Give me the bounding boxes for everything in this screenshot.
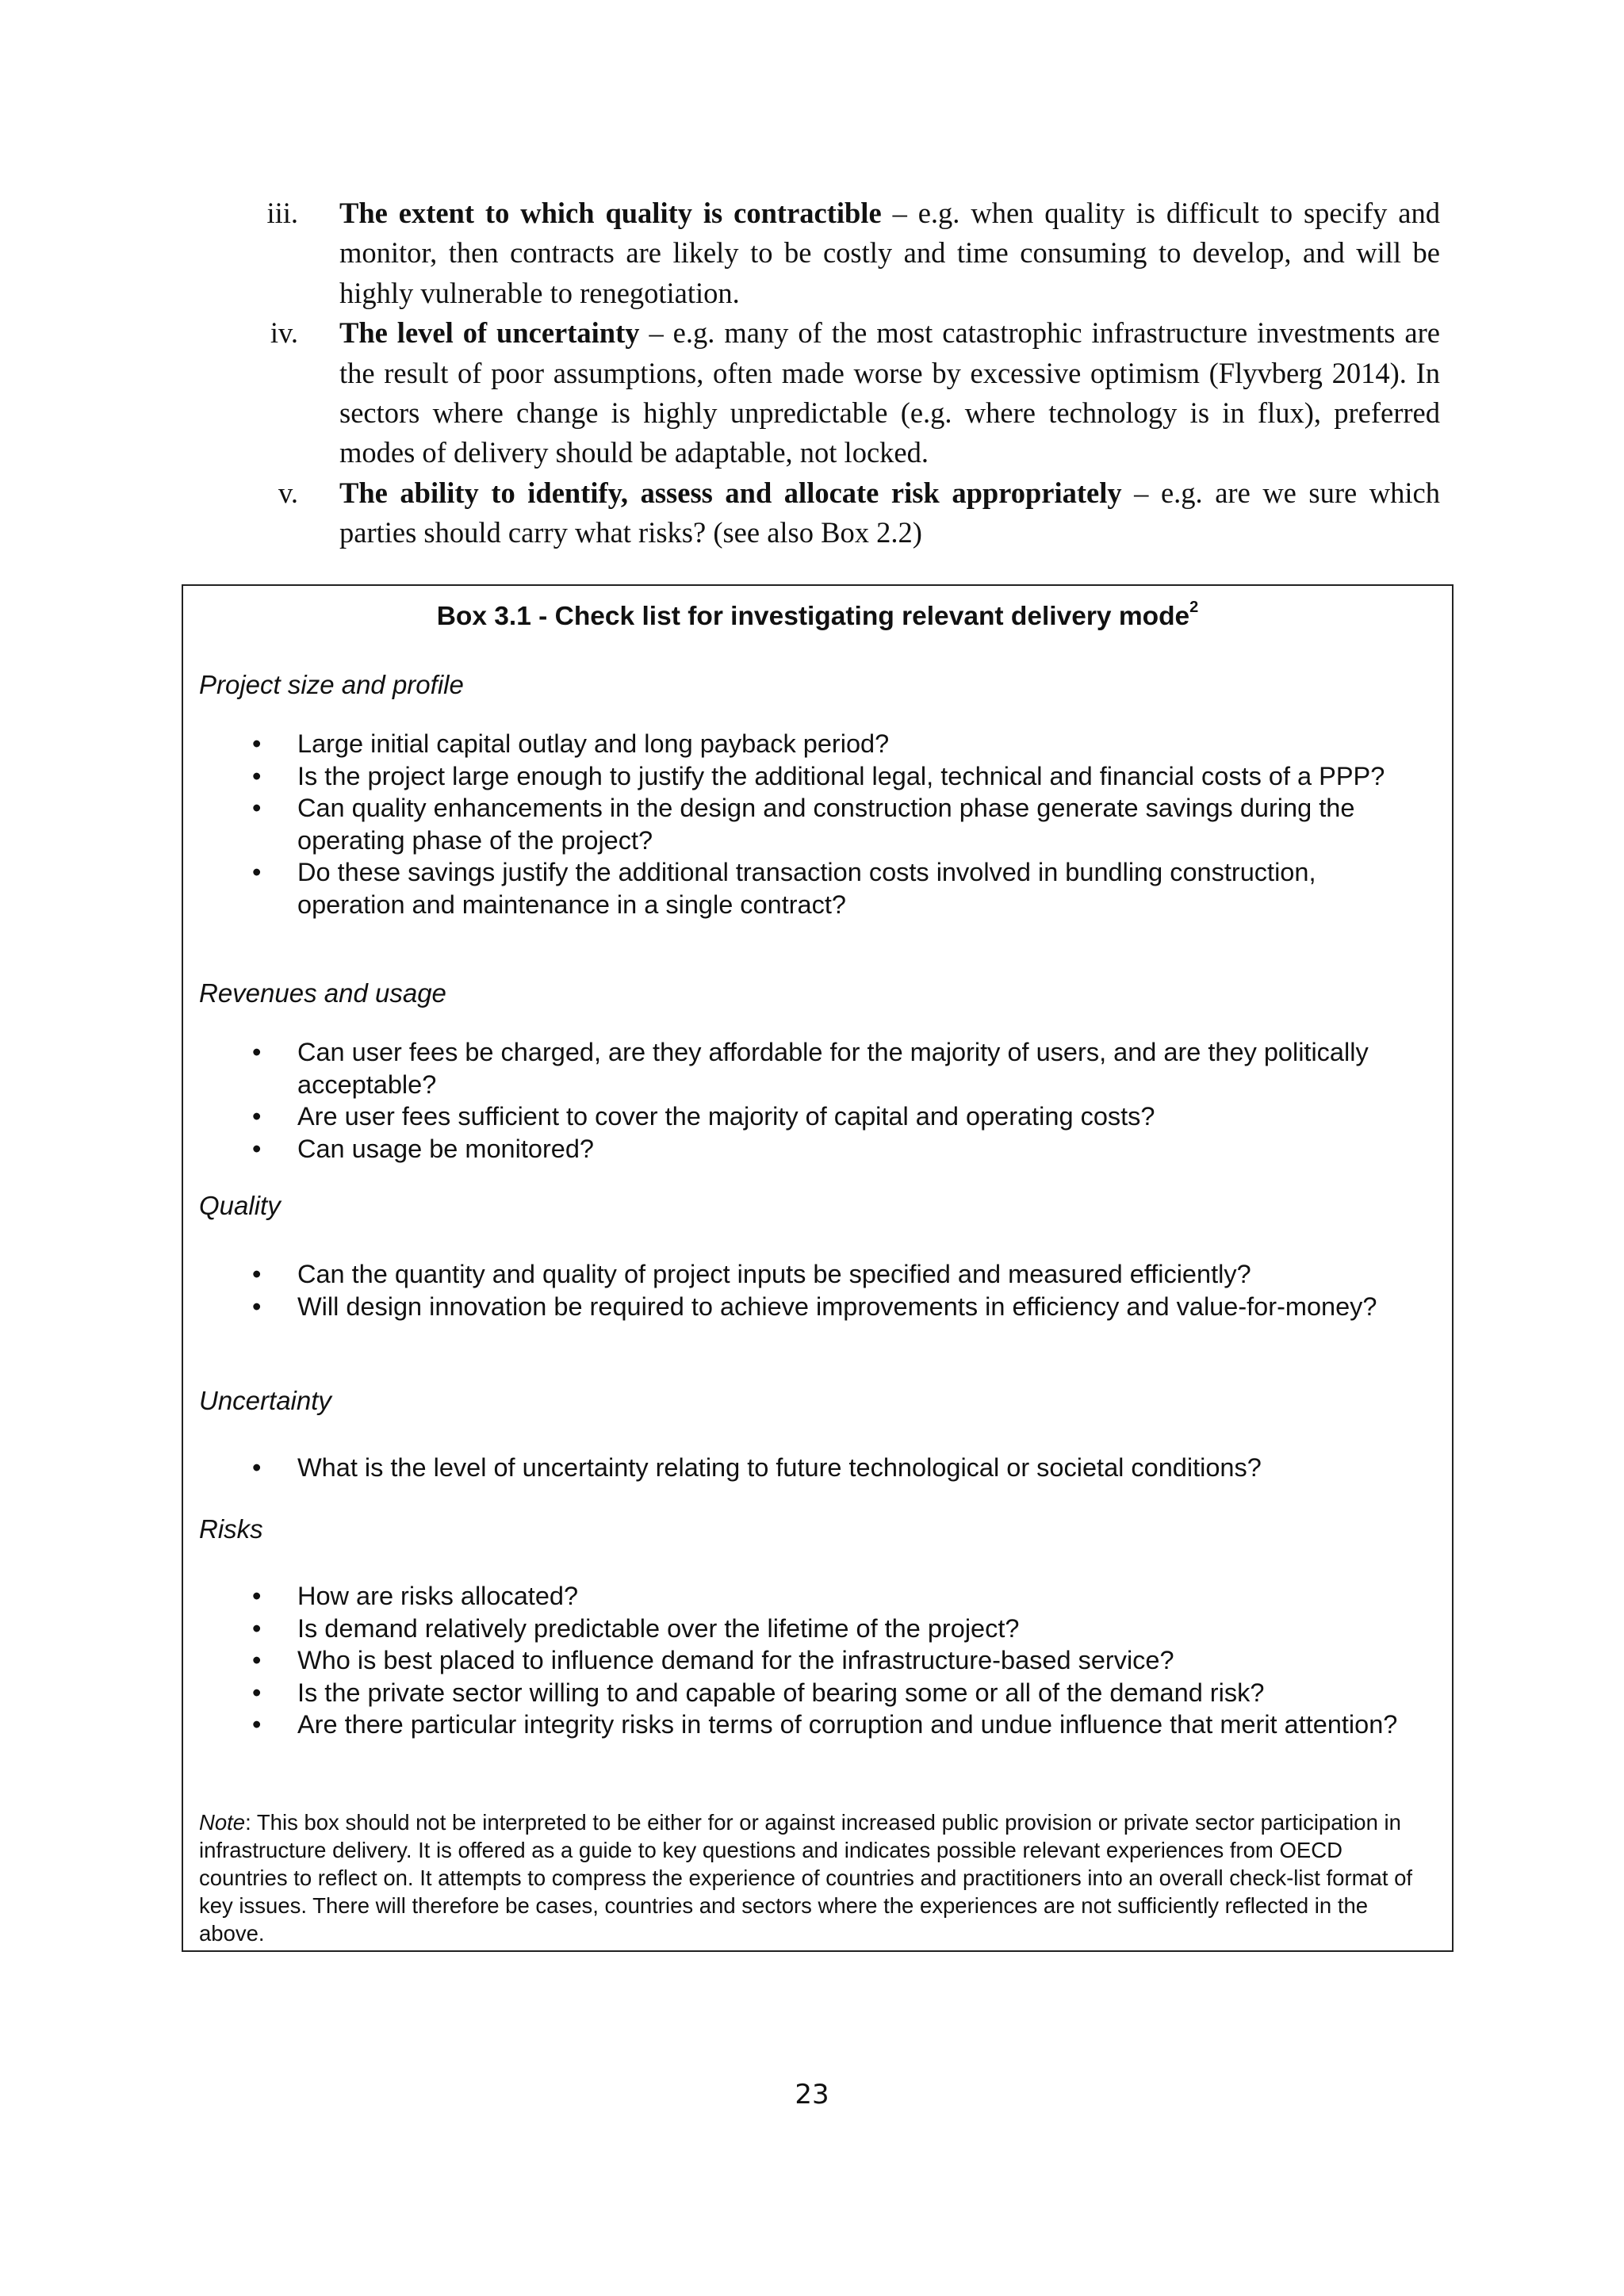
item-heading: The level of uncertainty — [339, 316, 640, 350]
section-heading: Project size and profile — [199, 670, 464, 699]
item-number: iv. — [270, 316, 298, 350]
bullet-icon: • — [252, 1292, 262, 1321]
numbered-item — [201, 313, 1440, 473]
list-item: • Large initial capital outlay and long payback period? — [199, 728, 1428, 760]
item-text: – e.g. when quality is difficult to specify and monitor, then contracts are likely to be costly and time consuming to develop, and will be highly vulnerable to renegotiation. — [339, 197, 1440, 309]
note-text: : This box should not be interpreted to be either for or against increased public provision or private sector participation in infrastructure delivery. It is offered as a guide to key questions and indicates possible relevant experiences from OECD countries to reflect on. It attempts to compress the experience of countries and practitioners into an overall check-list format of key issues. There will therefore be cases, countries and sectors where the experiences are not sufficiently reflected in the above. — [199, 1810, 1413, 1946]
list-item: • Is the private sector willing to and capable of bearing some or all of the demand risk? — [199, 1677, 1428, 1709]
bullet-icon: • — [252, 761, 262, 790]
bullet-icon: • — [252, 858, 262, 886]
section-project-size — [199, 669, 1428, 920]
box-title — [183, 599, 1452, 632]
list-item: • Do these savings justify the additional transaction costs involved in bundling construction, operation and maintenance in a single contract? — [252, 858, 1316, 919]
list-item: • Are user fees sufficient to cover the majority of capital and operating costs? — [199, 1100, 1428, 1133]
bullet-icon: • — [252, 1134, 262, 1163]
checklist-box — [182, 584, 1454, 1952]
numbered-item — [201, 473, 1440, 553]
bullet-list — [199, 1036, 1428, 1165]
bullet-icon: • — [252, 794, 262, 822]
bullet-icon: • — [252, 1613, 262, 1643]
list-item: • How are risks allocated? — [199, 1580, 1428, 1613]
list-item: • Are there particular integrity risks in terms of corruption and undue influence that merit attention? — [199, 1709, 1428, 1741]
section-heading: Quality — [199, 1191, 281, 1220]
bullet-icon: • — [252, 1038, 262, 1066]
box-note — [199, 1808, 1420, 1947]
item-heading: The extent to which quality is contractible — [339, 197, 882, 229]
bullet-icon: • — [252, 1453, 262, 1482]
section-revenues — [199, 978, 1428, 1165]
bullet-icon: • — [252, 1582, 262, 1610]
bullet-list — [199, 1452, 1428, 1484]
item-text: – e.g. are we sure which parties should carry what risks? (see also Box 2.2) — [339, 476, 1440, 549]
bullet-list — [199, 728, 1428, 920]
section-quality — [199, 1190, 1428, 1322]
section-heading: Revenues and usage — [199, 978, 446, 1008]
item-number: iii. — [266, 197, 298, 229]
section-heading: Risks — [199, 1514, 263, 1544]
item-text: – e.g. many of the most catastrophic infrastructure investments are the result of poor assumptions, often made worse by excessive optimism (Flyvberg 2014). In sectors where change is highly unpredictable (e.g. where technology is in flux), preferred modes of delivery should be adaptable, not locked. — [339, 316, 1440, 469]
bullet-icon: • — [252, 1678, 262, 1707]
bullet-list — [199, 1580, 1428, 1741]
numbered-item — [201, 193, 1440, 313]
numbered-list — [201, 193, 1440, 553]
list-item: • Can usage be monitored? — [199, 1133, 1428, 1165]
bullet-list — [199, 1258, 1428, 1322]
list-item: • Is demand relatively predictable over the lifetime of the project? — [199, 1613, 1428, 1645]
bullet-icon: • — [252, 1260, 262, 1288]
list-item: • What is the level of uncertainty relating to future technological or societal conditions? — [199, 1452, 1428, 1484]
bullet-icon: • — [252, 1646, 262, 1674]
bullet-icon: • — [252, 1102, 262, 1131]
footnote-ref: 2 — [1189, 599, 1199, 616]
page-number: 23 — [795, 2079, 829, 2110]
section-uncertainty — [199, 1385, 1428, 1484]
item-heading: The ability to identify, assess and allocate risk appropriately — [339, 476, 1122, 509]
note-label: Note — [199, 1810, 246, 1835]
section-heading: Uncertainty — [199, 1386, 331, 1415]
list-item: • Can quality enhancements in the design and construction phase generate savings during the operating phase of the project? — [252, 794, 1355, 855]
bullet-icon: • — [252, 729, 262, 758]
section-risks — [199, 1513, 1428, 1741]
list-item: • Will design innovation be required to achieve improvements in efficiency and value-for-money? — [199, 1291, 1428, 1323]
bullet-icon: • — [252, 1710, 262, 1739]
item-number: v. — [278, 476, 298, 509]
box-title-text: Box 3.1 - Check list for investigating relevant delivery mode — [436, 602, 1190, 632]
list-item: • Can user fees be charged, are they affordable for the majority of users, and are they politically acceptable? — [252, 1038, 1369, 1099]
list-item: • Can the quantity and quality of project inputs be specified and measured efficiently? — [199, 1258, 1428, 1291]
list-item: • Who is best placed to influence demand for the infrastructure-based service? — [199, 1644, 1428, 1677]
list-item: • Is the project large enough to justify the additional legal, technical and financial costs of a PPP? — [199, 760, 1428, 793]
